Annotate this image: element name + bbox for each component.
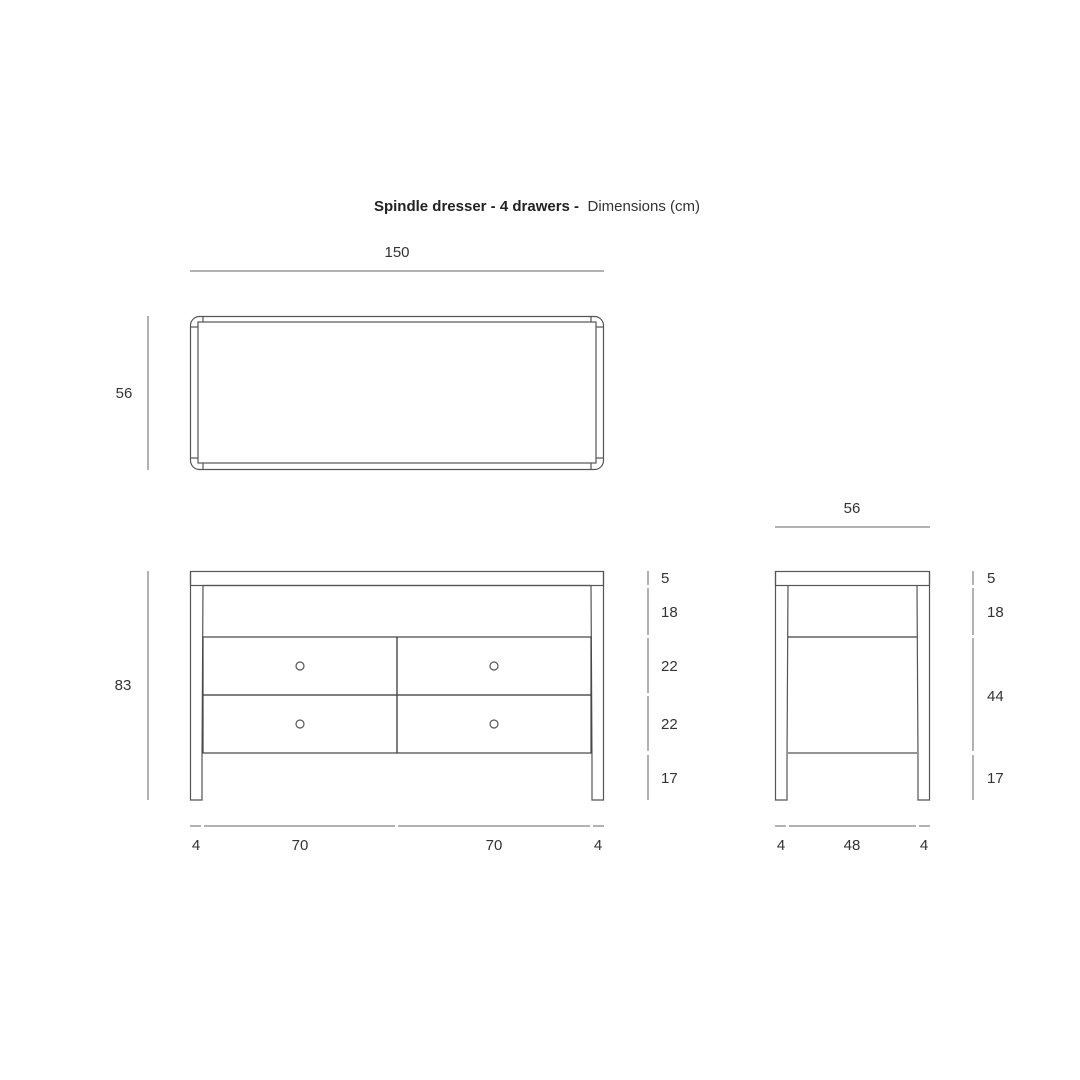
front-seg-label: 22 xyxy=(661,658,678,675)
front-right-leg xyxy=(591,572,604,801)
front-bottom-label: 4 xyxy=(593,837,603,854)
side-view xyxy=(775,500,1004,854)
front-bottom-label: 4 xyxy=(191,837,201,854)
side-left-leg xyxy=(776,572,789,801)
title-normal: Dimensions (cm) xyxy=(587,198,701,215)
front-seg-label: 5 xyxy=(661,570,670,587)
front-height-label: 83 xyxy=(114,677,132,694)
front-bottom-label: 70 xyxy=(485,837,503,854)
side-bottom-label: 4 xyxy=(776,837,786,854)
top-outline xyxy=(191,317,604,470)
drawer-front[interactable] xyxy=(397,695,591,753)
side-bottom-label: 48 xyxy=(843,837,861,854)
knob-icon xyxy=(490,662,498,670)
side-seg-label: 5 xyxy=(987,570,996,587)
drawer-front[interactable] xyxy=(203,637,397,695)
front-seg-label: 17 xyxy=(661,770,678,787)
title-bold: Spindle dresser - 4 drawers - xyxy=(373,198,580,215)
drawer-front[interactable] xyxy=(397,637,591,695)
side-width-label: 56 xyxy=(843,500,861,517)
front-seg-label: 22 xyxy=(661,716,678,733)
top-width-label: 150 xyxy=(384,244,410,261)
front-left-leg xyxy=(191,572,204,801)
front-top-slab xyxy=(191,572,604,586)
top-inner-panel xyxy=(198,322,596,463)
drawer-front[interactable] xyxy=(203,695,397,753)
side-top-slab xyxy=(776,572,930,586)
side-bottom-label: 4 xyxy=(919,837,929,854)
side-right-leg xyxy=(917,572,930,801)
side-seg-label: 17 xyxy=(987,770,1004,787)
side-seg-label: 44 xyxy=(987,688,1004,705)
knob-icon xyxy=(296,662,304,670)
knob-icon xyxy=(296,720,304,728)
top-view xyxy=(116,244,604,470)
side-seg-label: 18 xyxy=(987,604,1004,621)
front-view xyxy=(115,570,678,854)
front-seg-label: 18 xyxy=(661,604,678,621)
top-depth-label: 56 xyxy=(115,385,133,402)
front-bottom-label: 70 xyxy=(291,837,309,854)
knob-icon xyxy=(490,720,498,728)
drawing-title xyxy=(374,198,700,215)
